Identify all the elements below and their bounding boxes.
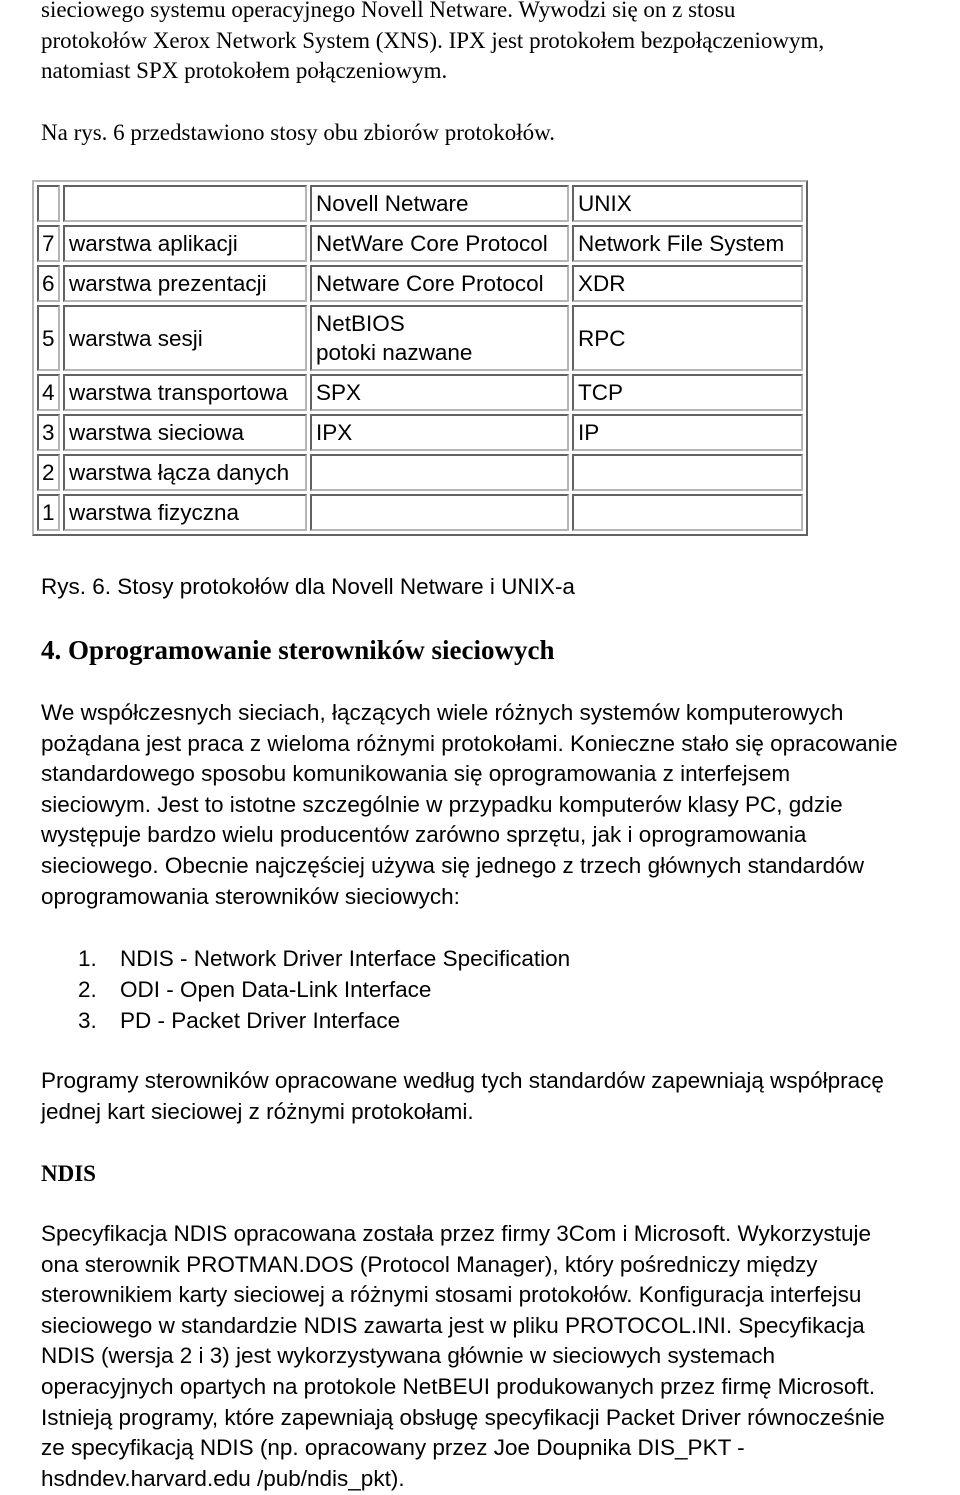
text-line: Programy sterowników opracowane według tych standardów zapewniają współpracę [41,1068,884,1093]
novell-protocol: Netware Core Protocol [310,265,569,302]
protocol-stack-table [32,180,808,536]
layer-name: warstwa sesji [63,305,307,371]
list-item-number: 2. [78,976,97,1002]
text-line: ona sterownik PROTMAN.DOS (Protocol Manager), który pośredniczy między [41,1251,818,1277]
text-line: jednej kart sieciowej z różnymi protokołami. [41,1098,474,1124]
text-line: protokołów Xerox Network System (XNS). IPX jest protokołem bezpołączeniowym, [41,27,825,53]
text-line: pożądana jest praca z wieloma różnymi protokołami. Konieczne stało się opracowanie [41,730,898,756]
text-line: sieciowym. Jest to istotne szczególnie w przypadku komputerów klasy PC, gdzie [41,791,843,817]
layer-number: 6 [37,265,60,302]
layer-name: warstwa aplikacji [63,225,307,262]
list-item-text: ODI - Open Data-Link Interface [120,976,432,1002]
text-line: hsdndev.harvard.edu /pub/ndis_pkt). [41,1465,405,1491]
text-line: występuje bardzo wielu producentów zarówno sprzętu, jak i oprogramowania [41,822,807,848]
table-row [37,225,803,262]
unix-protocol: RPC [572,305,803,371]
column-header-unix: UNIX [572,185,803,222]
table-row [37,305,803,371]
table-cell [37,185,60,222]
table-row [37,454,803,491]
standards-list [78,944,570,1036]
novell-protocol: NetWare Core Protocol [310,225,569,262]
unix-protocol: Network File System [572,225,803,262]
table-cell [63,185,307,222]
list-item-text: NDIS - Network Driver Interface Specification [120,946,571,971]
body-paragraph [41,698,956,912]
novell-protocol [310,454,569,491]
text-line: Istnieją programy, które zapewniają obsługę specyfikacji Packet Driver równocześnie [41,1404,885,1430]
layer-name: warstwa fizyczna [63,494,307,531]
layer-number: 7 [37,225,60,262]
layer-number: 5 [37,305,60,371]
text-line: sieciowego systemu operacyjnego Novell Netware. Wywodzi się on z stosu [41,0,736,22]
text-line: We współczesnych sieciach, łączących wiele różnych systemów komputerowych [41,700,844,725]
unix-protocol [572,454,803,491]
layer-number: 1 [37,494,60,531]
text-line: sterownikiem karty sieciowej a różnymi stosami protokołów. Konfiguracja interfejsu [41,1282,862,1308]
list-item [78,944,570,975]
novell-protocol-line: potoki nazwane [316,340,473,365]
list-item-number: 3. [78,1007,97,1033]
body-paragraph [41,1219,956,1494]
table-row [37,265,803,302]
layer-number: 4 [37,374,60,411]
unix-protocol: XDR [572,265,803,302]
text-line: sieciowego. Obecnie najczęściej używa się jednego z trzech głównych standardów [41,852,864,878]
table-row [37,414,803,451]
layer-name: warstwa transportowa [63,374,307,411]
table-row [37,374,803,411]
body-paragraph [41,1066,956,1127]
text-line: standardowego sposobu komunikowania się oprogramowania z interfejsem [41,761,791,787]
text-line: sieciowego w standardzie NDIS zawarta jest w pliku PROTOCOL.INI. Specyfikacja [41,1312,865,1338]
text-line: oprogramowania sterowników sieciowych: [41,883,460,909]
list-item [78,1006,570,1037]
list-item [78,975,570,1006]
column-header-novell: Novell Netware [310,185,569,222]
intro-paragraph [41,0,956,87]
layer-number: 3 [37,414,60,451]
section-heading: 4. Oprogramowanie sterowników sieciowych [41,635,555,665]
layer-name: warstwa łącza danych [63,454,307,491]
figure-reference: Na rys. 6 przedstawiono stosy obu zbiorów protokołów. [41,120,556,145]
subsection-heading: NDIS [41,1161,96,1186]
novell-protocol: SPX [310,374,569,411]
unix-protocol [572,494,803,531]
table-header-row [37,185,803,222]
list-item-number: 1. [78,946,97,971]
layer-number: 2 [37,454,60,491]
layer-name: warstwa prezentacji [63,265,307,302]
novell-protocol: IPX [310,414,569,451]
list-item-text: PD - Packet Driver Interface [120,1007,401,1033]
unix-protocol: IP [572,414,803,451]
text-line: ze specyfikacją NDIS (np. opracowany przez Joe Doupnika DIS_PKT - [41,1435,745,1461]
text-line: natomiast SPX protokołem połączeniowym. [41,58,448,84]
unix-protocol: TCP [572,374,803,411]
figure-caption: Rys. 6. Stosy protokołów dla Novell Netware i UNIX-a [41,574,575,599]
table-row [37,494,803,531]
layer-name: warstwa sieciowa [63,414,307,451]
novell-protocol-line: NetBIOS [316,311,405,336]
text-line: operacyjnych opartych na protokole NetBEUI produkowanych przez firmę Microsoft. [41,1373,876,1399]
text-line: NDIS (wersja 2 i 3) jest wykorzystywana głównie w sieciowych systemach [41,1343,775,1369]
novell-protocol [310,494,569,531]
novell-protocol [310,305,569,371]
text-line: Specyfikacja NDIS opracowana została przez firmy 3Com i Microsoft. Wykorzystuje [41,1221,872,1246]
